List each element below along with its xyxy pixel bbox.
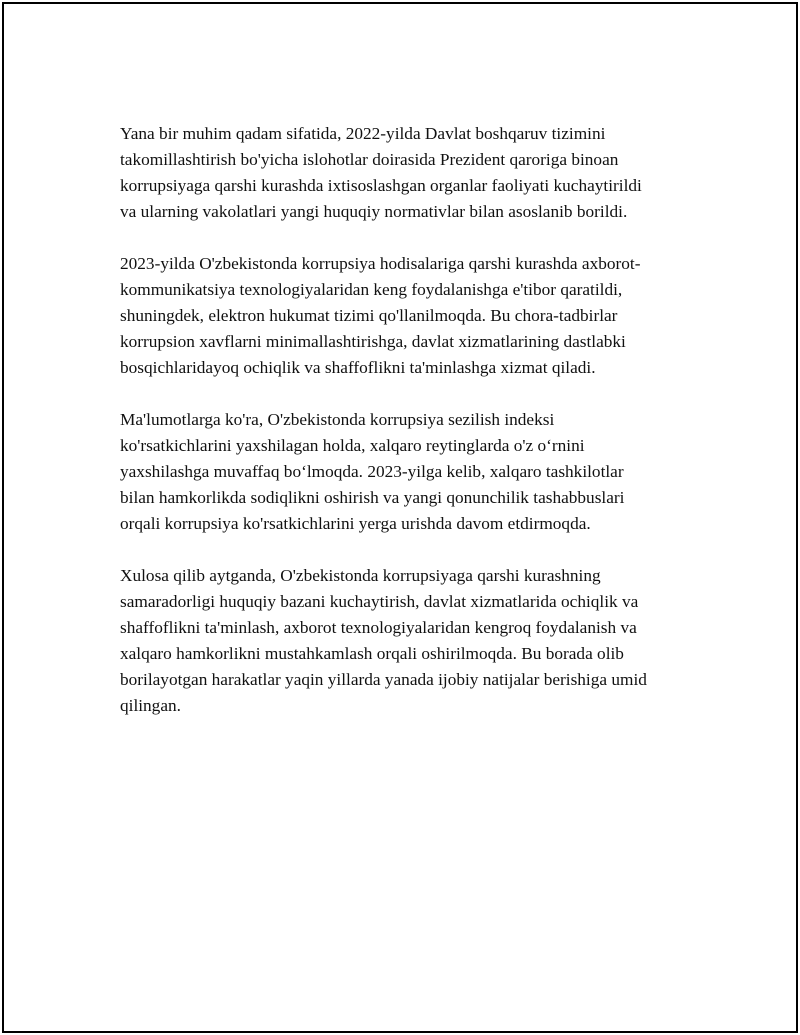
paragraph-line: samaradorligi huquqiy bazani kuchaytirish, davlat xizmatlarida ochiqlik va: [120, 592, 639, 611]
document-body: [120, 121, 700, 745]
paragraph-line: bosqichlaridayoq ochiqlik va shaffoflikni ta'minlashga xizmat qiladi.: [120, 358, 596, 377]
paragraph-line: yaxshilashga muvaffaq bo‘lmoqda. 2023-yilga kelib, xalqaro tashkilotlar: [120, 462, 624, 481]
paragraph-1: [120, 121, 700, 225]
paragraph-line: takomillashtirish bo'yicha islohotlar doirasida Prezident qaroriga binoan: [120, 150, 619, 169]
paragraph-line: korrupsion xavflarni minimallashtirishga, davlat xizmatlarining dastlabki: [120, 332, 626, 351]
paragraph-line: qilingan.: [120, 696, 181, 715]
paragraph-3: [120, 407, 700, 537]
paragraph-line: shaffoflikni ta'minlash, axborot texnologiyalaridan kengroq foydalanish va: [120, 618, 637, 637]
paragraph-line: bilan hamkorlikda sodiqlikni oshirish va yangi qonunchilik tashabbuslari: [120, 488, 625, 507]
paragraph-line: kommunikatsiya texnologiyalaridan keng foydalanishga e'tibor qaratildi,: [120, 280, 623, 299]
paragraph-line: 2023-yilda O'zbekistonda korrupsiya hodisalariga qarshi kurashda axborot-: [120, 254, 641, 273]
page-frame: [2, 2, 798, 1033]
paragraph-4: [120, 563, 700, 719]
paragraph-line: borilayotgan harakatlar yaqin yillarda yanada ijobiy natijalar berishiga umid: [120, 670, 647, 689]
paragraph-line: orqali korrupsiya ko'rsatkichlarini yerga urishda davom etdirmoqda.: [120, 514, 591, 533]
paragraph-line: Ma'lumotlarga ko'ra, O'zbekistonda korrupsiya sezilish indeksi: [120, 410, 555, 429]
paragraph-line: shuningdek, elektron hukumat tizimi qo'llanilmoqda. Bu chora-tadbirlar: [120, 306, 618, 325]
paragraph-line: Yana bir muhim qadam sifatida, 2022-yilda Davlat boshqaruv tizimini: [120, 124, 606, 143]
paragraph-line: ko'rsatkichlarini yaxshilagan holda, xalqaro reytinglarda o'z o‘rnini: [120, 436, 585, 455]
paragraph-line: va ularning vakolatlari yangi huquqiy normativlar bilan asoslanib borildi.: [120, 202, 628, 221]
paragraph-line: xalqaro hamkorlikni mustahkamlash orqali oshirilmoqda. Bu borada olib: [120, 644, 624, 663]
paragraph-line: Xulosa qilib aytganda, O'zbekistonda korrupsiyaga qarshi kurashning: [120, 566, 601, 585]
paragraph-line: korrupsiyaga qarshi kurashda ixtisoslashgan organlar faoliyati kuchaytirildi: [120, 176, 642, 195]
paragraph-2: [120, 251, 700, 381]
